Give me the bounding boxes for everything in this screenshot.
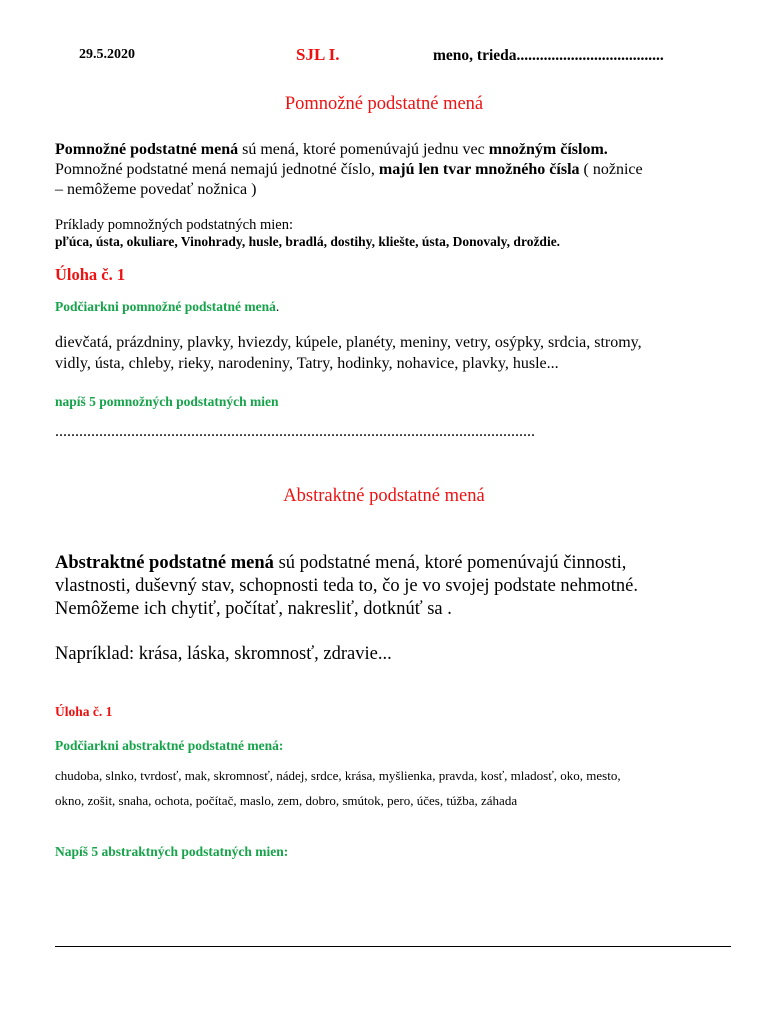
answer-underline: [55, 946, 731, 947]
section1-task-title: Úloha č. 1: [55, 265, 126, 284]
section2-example: Napríklad: krása, láska, skromnosť, zdravie...: [55, 644, 392, 664]
section2-words-line1: chudoba, slnko, tvrdosť, mak, skromnosť, nádej, srdce, krása, myšlienka, pravda, kosť, mladosť, oko, mesto,: [55, 768, 621, 783]
section2-write-instruction: Napíš 5 abstraktných podstatných mien:: [55, 844, 289, 859]
header-name-field: meno, trieda......................................: [433, 47, 664, 64]
section1-answer-line: ........................................................................................................................: [55, 423, 535, 440]
header-subject: SJL I.: [296, 45, 340, 64]
section1-def-line2: Pomnožné podstatné mená nemajú jednotné číslo, majú len tvar množného čísla ( nožnice: [55, 161, 643, 178]
section1-def-line1: Pomnožné podstatné mená sú mená, ktoré pomenúvajú jednu vec množným číslom.: [55, 141, 608, 158]
section1-def-line3: – nemôžeme povedať nožnica ): [55, 181, 257, 198]
section1-examples-label: Príklady pomnožných podstatných mien:: [55, 217, 294, 233]
section1-examples: pľúca, ústa, okuliare, Vinohrady, husle, bradlá, dostihy, kliešte, ústa, Donovaly, droždie.: [55, 234, 561, 249]
section2-task-instruction: Podčiarkni abstraktné podstatné mená:: [55, 738, 284, 753]
section1-definition: [55, 140, 735, 200]
section1-words-line1: dievčatá, prázdniny, plavky, hviezdy, kúpele, planéty, meniny, vetry, osýpky, srdcia, stromy,: [55, 334, 642, 351]
section1-task-instruction: Podčiarkni pomnožné podstatné mená.: [55, 299, 280, 314]
section2-task-title: Úloha č. 1: [55, 704, 113, 719]
section2-definition: [55, 552, 731, 621]
section1-title: Pomnožné podstatné mená: [284, 94, 484, 114]
header-date: 29.5.2020: [79, 47, 135, 62]
section2-title: Abstraktné podstatné mená: [283, 486, 485, 506]
section2-def-line2: vlastnosti, duševný stav, schopnosti teda to, čo je vo svojej podstate nehmotné.: [55, 576, 639, 596]
section1-word-list: [55, 332, 745, 374]
section1-words-line2: vidly, ústa, chleby, rieky, narodeniny, Tatry, hodinky, nohavice, plavky, husle...: [55, 355, 559, 372]
section2-word-list: [55, 763, 755, 813]
section2-words-line2: okno, zošit, snaha, ochota, počítač, maslo, zem, dobro, smútok, pero, účes, túžba, záhada: [55, 793, 518, 808]
section2-def-line3: Nemôžeme ich chytiť, počítať, nakresliť, dotknúť sa .: [55, 599, 452, 619]
section2-def-line1: Abstraktné podstatné mená sú podstatné mená, ktoré pomenúvajú činnosti,: [55, 553, 627, 573]
section1-write-instruction: napíš 5 pomnožných podstatných mien: [55, 394, 279, 409]
